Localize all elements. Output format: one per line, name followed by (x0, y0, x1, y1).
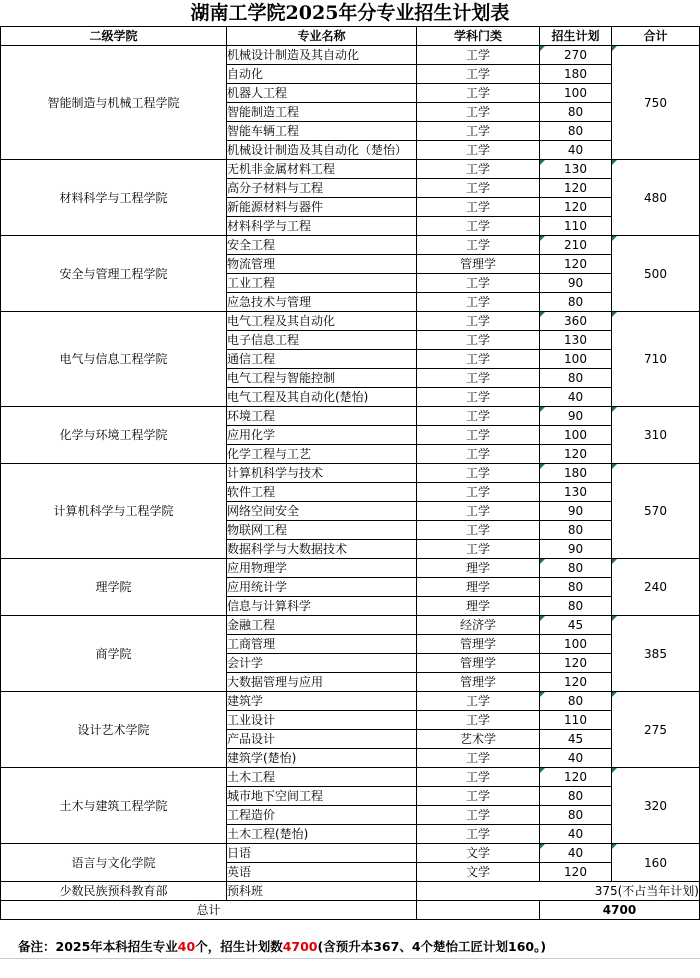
college-name: 计算机科学与工程学院 (1, 464, 227, 559)
preparatory-college: 少数民族预科教育部 (1, 882, 227, 901)
major-category: 工学 (417, 521, 540, 540)
major-plan-value: 130 (564, 485, 587, 499)
major-name: 材料科学与工程 (227, 217, 417, 236)
cell-flag-icon (540, 692, 545, 697)
footer-part1: 备注：2025年本科招生专业 (18, 939, 178, 954)
major-plan-value: 120 (564, 656, 587, 670)
major-plan (540, 825, 612, 844)
major-name: 环境工程 (227, 407, 417, 426)
major-name: 信息与计算科学 (227, 597, 417, 616)
cell-flag-icon (540, 616, 545, 621)
major-plan (540, 407, 612, 426)
major-name: 电子信息工程 (227, 331, 417, 350)
major-plan-value: 100 (564, 428, 587, 442)
college-total-value: 570 (644, 504, 667, 518)
sheet-gridline (0, 958, 700, 978)
college-total-value: 310 (644, 428, 667, 442)
major-name: 土木工程(楚怡) (227, 825, 417, 844)
major-category: 管理学 (417, 654, 540, 673)
major-category: 工学 (417, 407, 540, 426)
major-category: 管理学 (417, 255, 540, 274)
college-name: 材料科学与工程学院 (1, 160, 227, 236)
major-plan (540, 749, 612, 768)
major-name: 高分子材料与工程 (227, 179, 417, 198)
college-total (612, 844, 700, 882)
major-plan (540, 84, 612, 103)
major-plan (540, 236, 612, 255)
major-plan-value: 80 (567, 105, 584, 119)
major-category: 工学 (417, 768, 540, 787)
major-category: 工学 (417, 141, 540, 160)
major-plan (540, 673, 612, 692)
major-name: 自动化 (227, 65, 417, 84)
major-category: 工学 (417, 426, 540, 445)
major-plan (540, 255, 612, 274)
major-plan (540, 312, 612, 331)
major-category: 工学 (417, 483, 540, 502)
college-total (612, 768, 700, 844)
college-total (612, 312, 700, 407)
major-plan-value: 80 (567, 371, 584, 385)
header-total: 合计 (612, 27, 700, 46)
cell-flag-icon (612, 236, 617, 241)
major-plan (540, 768, 612, 787)
college-name: 土木与建筑工程学院 (1, 768, 227, 844)
college-name: 电气与信息工程学院 (1, 312, 227, 407)
cell-flag-icon (612, 464, 617, 469)
major-category: 工学 (417, 825, 540, 844)
cell-flag-icon (612, 616, 617, 621)
major-category: 工学 (417, 179, 540, 198)
major-name: 智能车辆工程 (227, 122, 417, 141)
major-plan-value: 90 (567, 276, 584, 290)
major-plan-value: 40 (567, 143, 584, 157)
major-name: 建筑学 (227, 692, 417, 711)
college-name: 智能制造与机械工程学院 (1, 46, 227, 160)
major-category: 工学 (417, 217, 540, 236)
major-plan-value: 80 (567, 808, 584, 822)
major-name: 计算机科学与技术 (227, 464, 417, 483)
major-category: 工学 (417, 388, 540, 407)
major-plan (540, 502, 612, 521)
major-plan-value: 90 (567, 409, 584, 423)
major-plan (540, 635, 612, 654)
major-name: 化学工程与工艺 (227, 445, 417, 464)
major-category: 工学 (417, 236, 540, 255)
major-name: 数据科学与大数据技术 (227, 540, 417, 559)
major-plan-value: 120 (564, 200, 587, 214)
major-category: 理学 (417, 559, 540, 578)
major-plan-value: 110 (564, 713, 587, 727)
major-category: 工学 (417, 806, 540, 825)
major-plan (540, 692, 612, 711)
major-category: 工学 (417, 445, 540, 464)
major-name: 日语 (227, 844, 417, 863)
major-plan (540, 103, 612, 122)
footer-part3: (含预升本367、4个楚怡工匠计划160。) (317, 939, 547, 954)
major-category: 理学 (417, 578, 540, 597)
major-plan-value: 45 (567, 732, 584, 746)
major-plan (540, 559, 612, 578)
major-name: 安全工程 (227, 236, 417, 255)
header-plan: 招生计划 (540, 27, 612, 46)
major-plan-value: 120 (564, 181, 587, 195)
major-plan-value: 360 (564, 314, 587, 328)
major-plan-value: 110 (564, 219, 587, 233)
major-plan-value: 90 (567, 542, 584, 556)
major-plan (540, 293, 612, 312)
major-plan (540, 578, 612, 597)
major-name: 英语 (227, 863, 417, 882)
major-name: 物联网工程 (227, 521, 417, 540)
major-plan-value: 45 (567, 618, 584, 632)
major-category: 管理学 (417, 673, 540, 692)
table-row (1, 844, 700, 863)
cell-flag-icon (612, 312, 617, 317)
major-plan (540, 464, 612, 483)
table-row (1, 616, 700, 635)
major-plan (540, 540, 612, 559)
major-plan (540, 806, 612, 825)
footer-plan-count: 4700 (282, 939, 318, 954)
major-name: 电气工程及其自动化(楚怡) (227, 388, 417, 407)
major-name: 电气工程及其自动化 (227, 312, 417, 331)
college-total-value: 160 (644, 855, 667, 870)
major-plan-value: 130 (564, 333, 587, 347)
major-name: 电气工程与智能控制 (227, 369, 417, 388)
cell-flag-icon (612, 160, 617, 165)
major-plan-value: 120 (564, 447, 587, 461)
major-category: 理学 (417, 597, 540, 616)
major-plan-value: 40 (567, 390, 584, 404)
cell-flag-icon (540, 559, 545, 564)
cell-flag-icon (612, 692, 617, 697)
cell-flag-icon (612, 407, 617, 412)
major-name: 机械设计制造及其自动化（楚怡） (227, 141, 417, 160)
grand-total-value: 4700 (540, 901, 700, 920)
major-plan-value: 180 (564, 466, 587, 480)
college-total-value: 480 (644, 190, 667, 205)
preparatory-plan: 375(不占当年计划) (417, 882, 700, 901)
major-plan (540, 217, 612, 236)
table-row (1, 160, 700, 179)
major-plan-value: 40 (567, 846, 584, 860)
college-total (612, 236, 700, 312)
major-name: 物流管理 (227, 255, 417, 274)
major-plan-value: 80 (567, 295, 584, 309)
major-name: 无机非金属材料工程 (227, 160, 417, 179)
major-category: 工学 (417, 369, 540, 388)
major-category: 工学 (417, 540, 540, 559)
college-total (612, 160, 700, 236)
preparatory-major: 预科班 (227, 882, 417, 901)
major-category: 工学 (417, 711, 540, 730)
college-total-value: 500 (644, 266, 667, 281)
cell-flag-icon (540, 844, 545, 849)
major-category: 工学 (417, 787, 540, 806)
cell-flag-icon (540, 160, 545, 165)
cell-flag-icon (612, 559, 617, 564)
major-plan (540, 483, 612, 502)
major-plan (540, 46, 612, 65)
major-name: 土木工程 (227, 768, 417, 787)
college-total (612, 46, 700, 160)
major-name: 通信工程 (227, 350, 417, 369)
major-plan-value: 100 (564, 86, 587, 100)
major-plan-value: 80 (567, 580, 584, 594)
major-name: 机械设计制造及其自动化 (227, 46, 417, 65)
grand-total-spacer (417, 901, 540, 920)
major-plan-value: 130 (564, 162, 587, 176)
major-plan (540, 369, 612, 388)
major-plan-value: 80 (567, 561, 584, 575)
major-category: 工学 (417, 103, 540, 122)
major-plan-value: 80 (567, 599, 584, 613)
cell-flag-icon (540, 312, 545, 317)
major-plan-value: 270 (564, 48, 587, 62)
major-category: 工学 (417, 312, 540, 331)
preparatory-row (1, 882, 700, 901)
major-plan-value: 40 (567, 751, 584, 765)
major-plan-value: 40 (567, 827, 584, 841)
major-plan-value: 100 (564, 352, 587, 366)
enrollment-plan-table (0, 26, 700, 920)
major-name: 工程造价 (227, 806, 417, 825)
major-plan (540, 274, 612, 293)
major-plan-value: 80 (567, 124, 584, 138)
major-name: 金融工程 (227, 616, 417, 635)
major-name: 工商管理 (227, 635, 417, 654)
major-plan (540, 445, 612, 464)
major-name: 建筑学(楚怡) (227, 749, 417, 768)
major-plan-value: 100 (564, 637, 587, 651)
college-name: 理学院 (1, 559, 227, 616)
table-row (1, 692, 700, 711)
cell-flag-icon (612, 768, 617, 773)
cell-flag-icon (612, 46, 617, 51)
college-total (612, 464, 700, 559)
major-plan (540, 122, 612, 141)
major-plan (540, 160, 612, 179)
major-name: 智能制造工程 (227, 103, 417, 122)
grand-total-label: 总计 (1, 901, 417, 920)
table-row (1, 407, 700, 426)
major-category: 工学 (417, 198, 540, 217)
major-plan (540, 844, 612, 863)
major-name: 软件工程 (227, 483, 417, 502)
major-name: 工业设计 (227, 711, 417, 730)
major-plan-value: 120 (564, 257, 587, 271)
cell-flag-icon (540, 464, 545, 469)
cell-flag-icon (540, 407, 545, 412)
major-plan-value: 120 (564, 865, 587, 879)
major-plan (540, 730, 612, 749)
major-name: 应用物理学 (227, 559, 417, 578)
table-row (1, 464, 700, 483)
table-row (1, 768, 700, 787)
major-plan-value: 80 (567, 694, 584, 708)
major-plan (540, 863, 612, 882)
college-total-value: 750 (644, 95, 667, 110)
college-name: 设计艺术学院 (1, 692, 227, 768)
major-category: 工学 (417, 293, 540, 312)
college-name: 语言与文化学院 (1, 844, 227, 882)
major-plan-value: 180 (564, 67, 587, 81)
header-college: 二级学院 (1, 27, 227, 46)
cell-flag-icon (540, 768, 545, 773)
table-row (1, 236, 700, 255)
page-title: 湖南工学院2025年分专业招生计划表 (190, 2, 510, 24)
major-name: 应用统计学 (227, 578, 417, 597)
college-name: 安全与管理工程学院 (1, 236, 227, 312)
major-plan-value: 120 (564, 770, 587, 784)
major-plan (540, 597, 612, 616)
table-row (1, 559, 700, 578)
table-row (1, 46, 700, 65)
college-total (612, 616, 700, 692)
major-plan (540, 179, 612, 198)
major-category: 经济学 (417, 616, 540, 635)
major-category: 工学 (417, 65, 540, 84)
major-name: 应急技术与管理 (227, 293, 417, 312)
major-name: 新能源材料与器件 (227, 198, 417, 217)
college-total (612, 692, 700, 768)
college-total-value: 275 (644, 722, 667, 737)
major-name: 机器人工程 (227, 84, 417, 103)
college-total-value: 385 (644, 646, 667, 661)
college-total-value: 240 (644, 580, 667, 594)
footer-majors-count: 40 (177, 939, 196, 954)
footer-note (0, 936, 700, 958)
college-total (612, 559, 700, 616)
major-category: 工学 (417, 464, 540, 483)
major-plan-value: 120 (564, 675, 587, 689)
header-category: 学科门类 (417, 27, 540, 46)
major-plan-value: 210 (564, 238, 587, 252)
major-category: 工学 (417, 274, 540, 293)
major-plan (540, 426, 612, 445)
header-major: 专业名称 (227, 27, 417, 46)
major-category: 工学 (417, 692, 540, 711)
major-category: 工学 (417, 46, 540, 65)
college-total (612, 407, 700, 464)
major-category: 工学 (417, 84, 540, 103)
cell-flag-icon (612, 844, 617, 849)
major-name: 工业工程 (227, 274, 417, 293)
footer-part2: 个，招生计划数 (195, 939, 283, 954)
college-name: 商学院 (1, 616, 227, 692)
major-plan (540, 350, 612, 369)
major-plan (540, 616, 612, 635)
major-plan-value: 80 (567, 523, 584, 537)
major-plan (540, 787, 612, 806)
major-plan (540, 711, 612, 730)
major-category: 文学 (417, 863, 540, 882)
major-plan-value: 80 (567, 789, 584, 803)
major-category: 工学 (417, 749, 540, 768)
major-plan (540, 141, 612, 160)
table-body (1, 46, 700, 882)
major-plan-value: 90 (567, 504, 584, 518)
major-category: 管理学 (417, 635, 540, 654)
major-name: 网络空间安全 (227, 502, 417, 521)
cell-flag-icon (540, 236, 545, 241)
major-category: 艺术学 (417, 730, 540, 749)
major-plan (540, 654, 612, 673)
cell-flag-icon (540, 46, 545, 51)
major-name: 会计学 (227, 654, 417, 673)
college-name: 化学与环境工程学院 (1, 407, 227, 464)
major-plan (540, 65, 612, 84)
major-category: 文学 (417, 844, 540, 863)
table-row (1, 312, 700, 331)
major-plan (540, 198, 612, 217)
header-row (1, 27, 700, 46)
major-category: 工学 (417, 350, 540, 369)
major-plan (540, 521, 612, 540)
major-category: 工学 (417, 160, 540, 179)
college-total-value: 320 (644, 798, 667, 813)
major-category: 工学 (417, 331, 540, 350)
major-name: 大数据管理与应用 (227, 673, 417, 692)
major-name: 城市地下空间工程 (227, 787, 417, 806)
major-plan (540, 331, 612, 350)
major-name: 产品设计 (227, 730, 417, 749)
major-name: 应用化学 (227, 426, 417, 445)
major-category: 工学 (417, 122, 540, 141)
major-plan (540, 388, 612, 407)
college-total-value: 710 (644, 352, 667, 366)
grand-total-row (1, 901, 700, 920)
major-category: 工学 (417, 502, 540, 521)
